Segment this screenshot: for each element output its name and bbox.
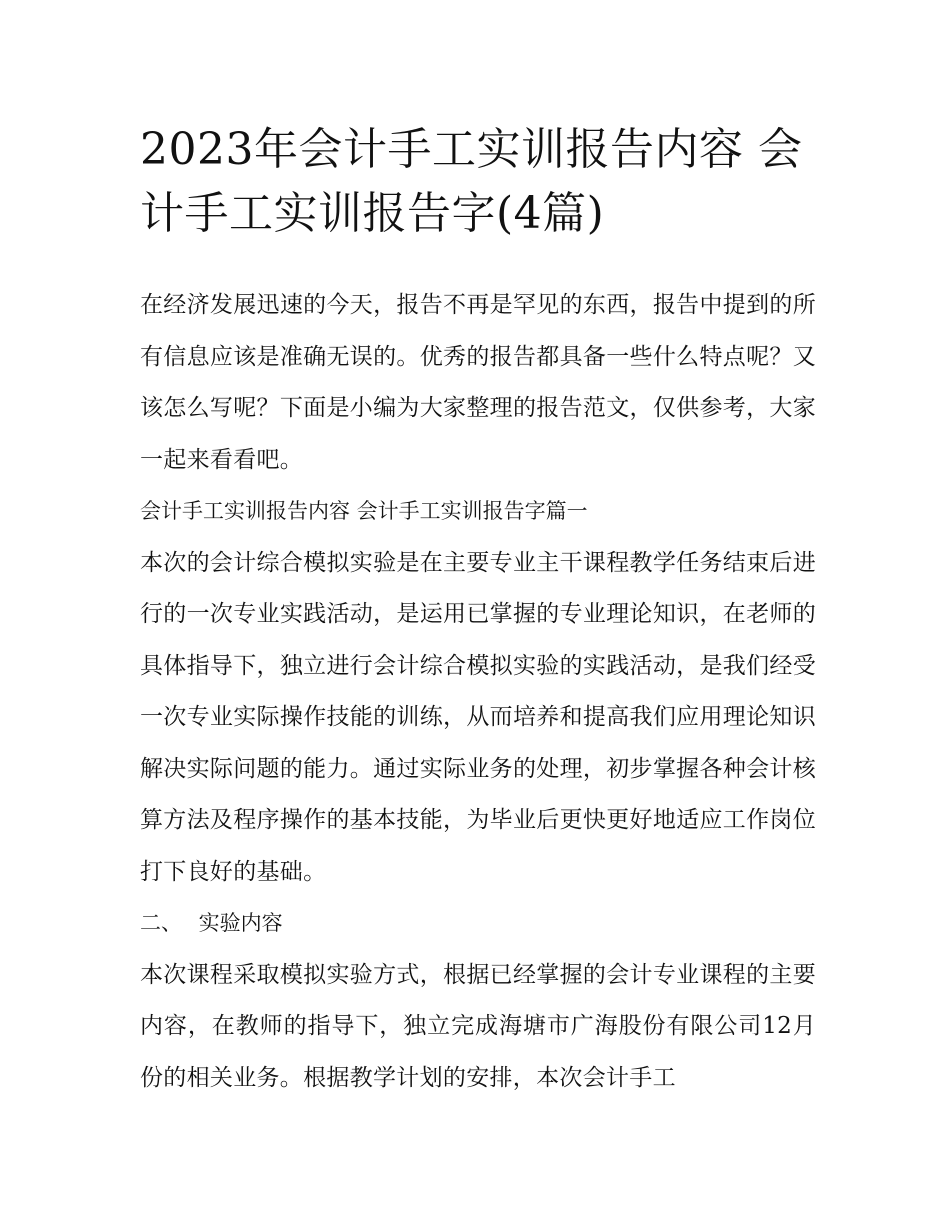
section-paragraph-2: 本次课程采取模拟实验方式，根据已经掌握的会计专业课程的主要内容，在教师的指导下，独立完成海塘市广海股份有限公司12月份的相关业务。根据教学计划的安排，本次会计手工	[140, 961, 816, 1091]
document-title: 2023年会计手工实训报告内容 会计手工实训报告字(4篇)	[140, 124, 803, 239]
document-body	[140, 280, 816, 1104]
section-heading-1: 会计手工实训报告内容 会计手工实训报告字篇一	[140, 499, 588, 523]
section-paragraph-1: 本次的会计综合模拟实验是在主要专业主干课程教学任务结束后进行的一次专业实践活动，是运用已掌握的专业理论知识，在老师的具体指导下，独立进行会计综合模拟实验的实践活动，是我们经受一次专业实际操作技能的训练，从而培养和提高我们应用理论知识解决实际问题的能力。通过实际业务的处理，初步掌握各种会计核算方法及程序操作的基本技能，为毕业后更快更好地适应工作岗位打下良好的基础。	[140, 549, 816, 885]
intro-paragraph: 在经济发展迅速的今天，报告不再是罕见的东西，报告中提到的所有信息应该是准确无误的。优秀的报告都具备一些什么特点呢？又该怎么写呢？下面是小编为大家整理的报告范文，仅供参考，大家一起来看看吧。	[140, 292, 816, 473]
section-heading-2: 二、 实验内容	[140, 911, 283, 935]
